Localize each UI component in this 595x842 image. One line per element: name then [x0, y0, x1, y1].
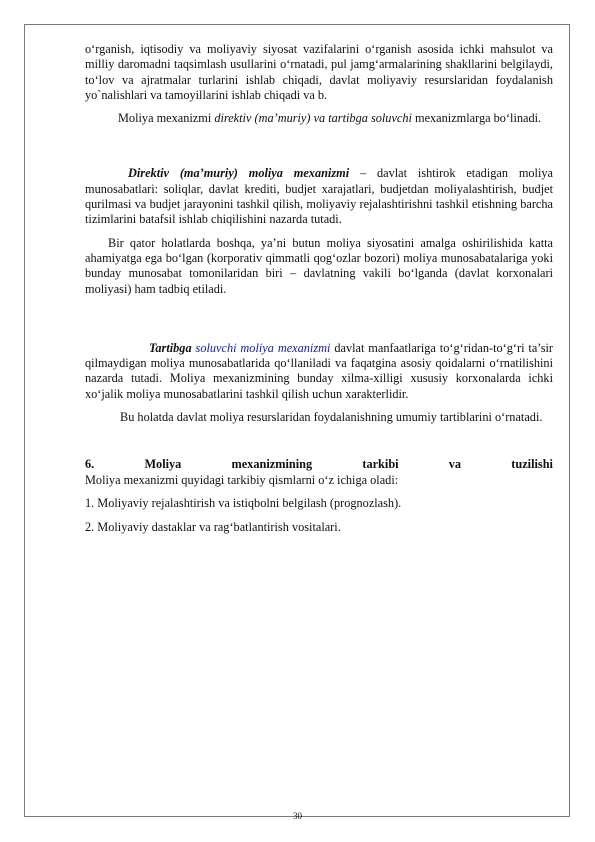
- document-body: [85, 42, 553, 545]
- paragraph-text: – davlat ishtirok etadigan moliya munosabatlari: soliqlar, davlat krediti, budjet xarajatlari, budjetdan moliyalashtirish, budjet qurilmasi va budjet jarayonini tashkil qilish, moliyaviy rejalashtirishni tashkil etishning barcha tizimlarini batafsil ishlab chiqilishini nazarda tutadi.: [85, 166, 553, 227]
- paragraph-regulatory-mechanism: [85, 341, 553, 402]
- paragraph-text: mexanizmlarga bo‘linadi.: [411, 111, 542, 126]
- list-item-1: 1. Moliyaviy rejalashtirish va istiqbolni belgilash (prognozlash).: [85, 495, 402, 510]
- page-number: 30: [293, 811, 302, 821]
- paragraph-directive-mechanism: [85, 166, 553, 227]
- heading-word: tuzilishi: [511, 457, 553, 472]
- paragraph-components-intro: Moliya mexanizmi quyidagi tarkibiy qismlarni o‘z ichiga oladi:: [85, 472, 399, 487]
- paragraph-text: davlat manfaatlariga to‘g‘ridan-to‘g‘ri ta’sir qilmaydigan moliya munosabatlarida qo‘llaniladi va faqatgina asosiy qoidalarni o‘rnatilishini nazarda tutadi. Moliya mexanizmining bunday xilma-xilligi xususiy korxonalarda ichki xo‘jalik moliya munosabatlarini tashkil qilish uchun xarakterlidir.: [85, 340, 553, 401]
- heading-word: Moliya: [144, 457, 182, 472]
- section-number: 6.: [85, 457, 95, 472]
- paragraph-other-cases: Bir qator holatlarda boshqa, ya’ni butun moliya siyosatini amalga oshirilishida katta ahamiyatga ega bo‘lgan (korporativ qimmatli qog‘ozlar bozori) moliya munosabatalariga yoki bunday munosabat tomonilaridan biri – davlatning vakili bo‘lganda (davlat korxonalari moliyasi) ham tadbiq etiladi.: [85, 235, 553, 296]
- section-heading: [85, 457, 553, 472]
- heading-word: va: [448, 457, 462, 472]
- paragraph-text: Moliya mexanizmi: [118, 111, 215, 126]
- list-item-2: 2. Moliyaviy dastaklar va rag‘batlantirish vositalari.: [85, 520, 341, 535]
- heading-word: mexanizmining: [231, 457, 313, 472]
- paragraph-intro-continuation: o‘rganish, iqtisodiy va moliyaviy siyosat vazifalarini o‘rganish asosida ichki mahsulot va milliy daromadni taqsimlash usullarini o‘rnatadi, pul jamg‘armalarining shakllarini belgilaydi, to‘lov va ajratmalar turlarini ishlab chiqadi, davlat moliyaviy resurslaridan foydalanish yo`nalishlari va tamoyillarini ishlab chiqadi va b.: [85, 42, 553, 102]
- heading-word: tarkibi: [362, 457, 399, 472]
- paragraph-mechanism-types: [85, 111, 553, 126]
- term-directive-mechanism: Direktiv (ma’muriy) moliya mexanizmi: [128, 166, 350, 181]
- emphasis-mechanism-types: direktiv (ma’muriy) va tartibga soluvchi: [214, 111, 412, 126]
- term-regulatory-prefix: Tartibga: [149, 340, 192, 355]
- paragraph-state-rules: Bu holatda davlat moliya resurslaridan foydalanishning umumiy tartiblarini o‘rnatadi.: [120, 410, 543, 425]
- term-regulatory-mechanism: soluvchi moliya mexanizmi: [195, 340, 331, 355]
